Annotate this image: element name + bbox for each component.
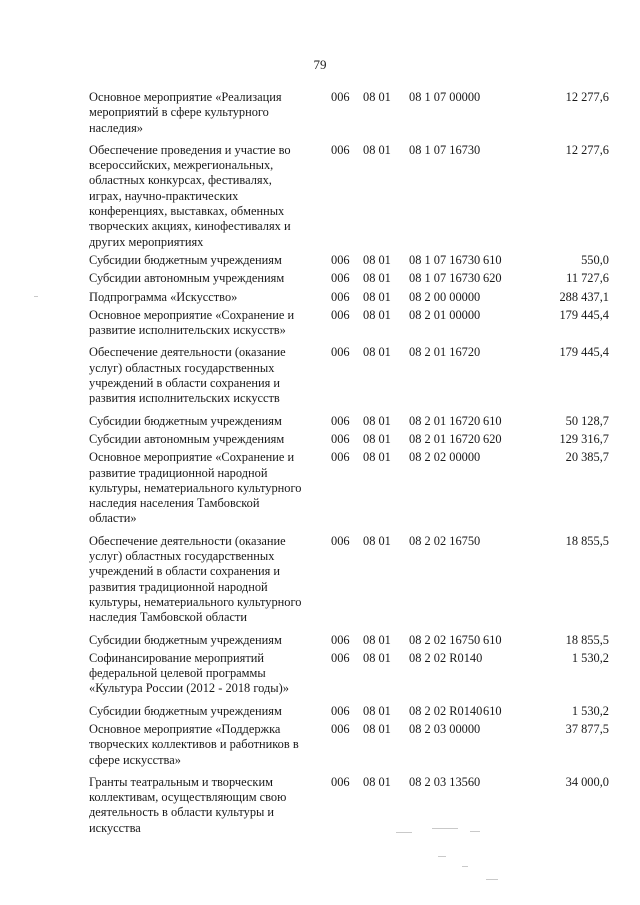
row-ved: 006: [331, 413, 350, 428]
scan-artifact: [470, 831, 480, 832]
row-csr: 08 2 01 00000: [409, 307, 481, 322]
row-sum: 288 437,1: [559, 289, 609, 304]
row-sum: 129 316,7: [559, 431, 609, 446]
table-row: [89, 253, 609, 268]
row-rzpr: 08 01: [363, 345, 391, 360]
row-ved: 006: [331, 533, 350, 548]
table-row: [89, 345, 609, 406]
row-vr: 610: [483, 703, 502, 718]
row-sum: 179 445,4: [559, 345, 609, 360]
scan-artifact: [34, 296, 38, 297]
row-sum: 12 277,6: [565, 142, 609, 157]
row-rzpr: 08 01: [363, 252, 391, 267]
row-ved: 006: [331, 450, 350, 465]
row-ved: 006: [331, 632, 350, 647]
row-sum: 37 877,5: [565, 721, 609, 736]
table-row: [89, 143, 609, 250]
row-csr: 08 2 02 R0140: [409, 703, 483, 718]
row-rzpr: 08 01: [363, 721, 391, 736]
scan-artifact: [438, 856, 446, 857]
row-ved: 006: [331, 307, 350, 322]
table-row: [89, 450, 609, 526]
row-rzpr: 08 01: [363, 533, 391, 548]
row-csr: 08 1 07 16730: [409, 142, 481, 157]
budget-table: [89, 90, 609, 836]
row-ved: 006: [331, 721, 350, 736]
row-ved: 006: [331, 90, 350, 104]
table-row: [89, 633, 609, 648]
table-row: [89, 775, 609, 836]
row-sum: 34 000,0: [565, 774, 609, 789]
row-name: Субсидии бюджетным учреждениям: [89, 252, 282, 267]
row-sum: 50 128,7: [565, 413, 609, 428]
row-csr: 08 2 02 16750: [409, 632, 481, 647]
table-row: [89, 651, 609, 697]
row-ved: 006: [331, 703, 350, 718]
scan-artifact: [486, 879, 498, 880]
row-ved: 006: [331, 142, 350, 157]
row-name: Обеспечение деятельности (оказание услуг) областных государственных учреждений в области сохранения и развития традиционной народной культуры, нематериального культурного наследия Тамбовской области: [89, 533, 302, 625]
table-row: [89, 704, 609, 719]
row-csr: 08 1 07 16730: [409, 271, 481, 286]
row-vr: 610: [483, 632, 502, 647]
row-ved: 006: [331, 345, 350, 360]
row-rzpr: 08 01: [363, 774, 391, 789]
row-ved: 006: [331, 431, 350, 446]
row-csr: 08 2 03 13560: [409, 774, 481, 789]
row-rzpr: 08 01: [363, 431, 391, 446]
row-rzpr: 08 01: [363, 142, 391, 157]
row-name: Субсидии бюджетным учреждениям: [89, 703, 282, 718]
row-name: Субсидии бюджетным учреждениям: [89, 632, 282, 647]
row-name: Основное мероприятие «Реализация мероприятий в сфере культурного наследия»: [89, 90, 282, 135]
row-name: Основное мероприятие «Сохранение и развитие исполнительских искусств»: [89, 307, 295, 338]
row-ved: 006: [331, 650, 350, 665]
row-name: Софинансирование мероприятий федеральной целевой программы «Культура России (2012 - 2018 годы)»: [89, 650, 289, 696]
row-sum: 18 855,5: [565, 632, 609, 647]
page-number: 79: [313, 57, 327, 72]
row-vr: 610: [483, 252, 502, 267]
row-rzpr: 08 01: [363, 413, 391, 428]
row-name: Обеспечение проведения и участие во всероссийских, межрегиональных, областных конкурсах, фестивалях, играх, научно-практических конференциях, выставках, обменных творческих акциях, кинофестивалях и других мероприятиях: [89, 142, 291, 249]
row-rzpr: 08 01: [363, 632, 391, 647]
scan-artifact: [462, 866, 468, 867]
row-sum: 179 445,4: [559, 307, 609, 322]
row-csr: 08 2 01 16720: [409, 431, 481, 446]
row-rzpr: 08 01: [363, 289, 391, 304]
row-name: Основное мероприятие «Поддержка творческих коллективов и работников в сфере искусства»: [89, 721, 299, 767]
row-sum: 1 530,2: [571, 650, 609, 665]
row-sum: 20 385,7: [565, 450, 609, 465]
row-sum: 12 277,6: [565, 90, 609, 104]
row-csr: 08 1 07 16730: [409, 252, 481, 267]
table-row: [89, 90, 609, 136]
row-sum: 1 530,2: [571, 703, 609, 718]
row-name: Субсидии автономным учреждениям: [89, 431, 285, 446]
row-sum: 18 855,5: [565, 533, 609, 548]
table-row: [89, 534, 609, 626]
row-rzpr: 08 01: [363, 450, 391, 465]
row-sum: 11 727,6: [566, 271, 609, 286]
row-rzpr: 08 01: [363, 703, 391, 718]
row-csr: 08 2 00 00000: [409, 289, 481, 304]
row-name: Обеспечение деятельности (оказание услуг) областных государственных учреждений в области сохранения и развития исполнительских искусств: [89, 345, 286, 406]
table-row: [89, 308, 609, 339]
row-rzpr: 08 01: [363, 650, 391, 665]
table-row: [89, 432, 609, 447]
row-vr: 620: [483, 271, 502, 286]
row-name: Основное мероприятие «Сохранение и развитие традиционной народной культуры, нематериального культурного наследия населения Тамбовской области»: [89, 450, 302, 526]
row-csr: 08 2 01 16720: [409, 413, 481, 428]
row-name: Субсидии бюджетным учреждениям: [89, 413, 282, 428]
row-csr: 08 2 02 00000: [409, 450, 481, 465]
row-name: Подпрограмма «Искусство»: [89, 289, 238, 304]
row-csr: 08 2 03 00000: [409, 721, 481, 736]
row-ved: 006: [331, 271, 350, 286]
row-rzpr: 08 01: [363, 90, 391, 104]
row-csr: 08 2 01 16720: [409, 345, 481, 360]
row-rzpr: 08 01: [363, 271, 391, 286]
row-name: Гранты театральным и творческим коллективам, осуществляющим свою деятельность в области культуры и искусства: [89, 774, 287, 835]
row-ved: 006: [331, 774, 350, 789]
row-vr: 620: [483, 431, 502, 446]
row-rzpr: 08 01: [363, 307, 391, 322]
row-name: Субсидии автономным учреждениям: [89, 271, 285, 286]
table-row: [89, 414, 609, 429]
table-row: [89, 290, 609, 305]
scan-artifact: [432, 828, 458, 829]
row-csr: 08 2 02 16750: [409, 533, 481, 548]
row-csr: 08 2 02 R0140: [409, 650, 483, 665]
table-row: [89, 271, 609, 286]
row-ved: 006: [331, 252, 350, 267]
scan-artifact: [396, 832, 412, 833]
row-vr: 610: [483, 413, 502, 428]
table-row: [89, 722, 609, 768]
row-ved: 006: [331, 289, 350, 304]
row-sum: 550,0: [581, 252, 609, 267]
row-csr: 08 1 07 00000: [409, 90, 481, 104]
